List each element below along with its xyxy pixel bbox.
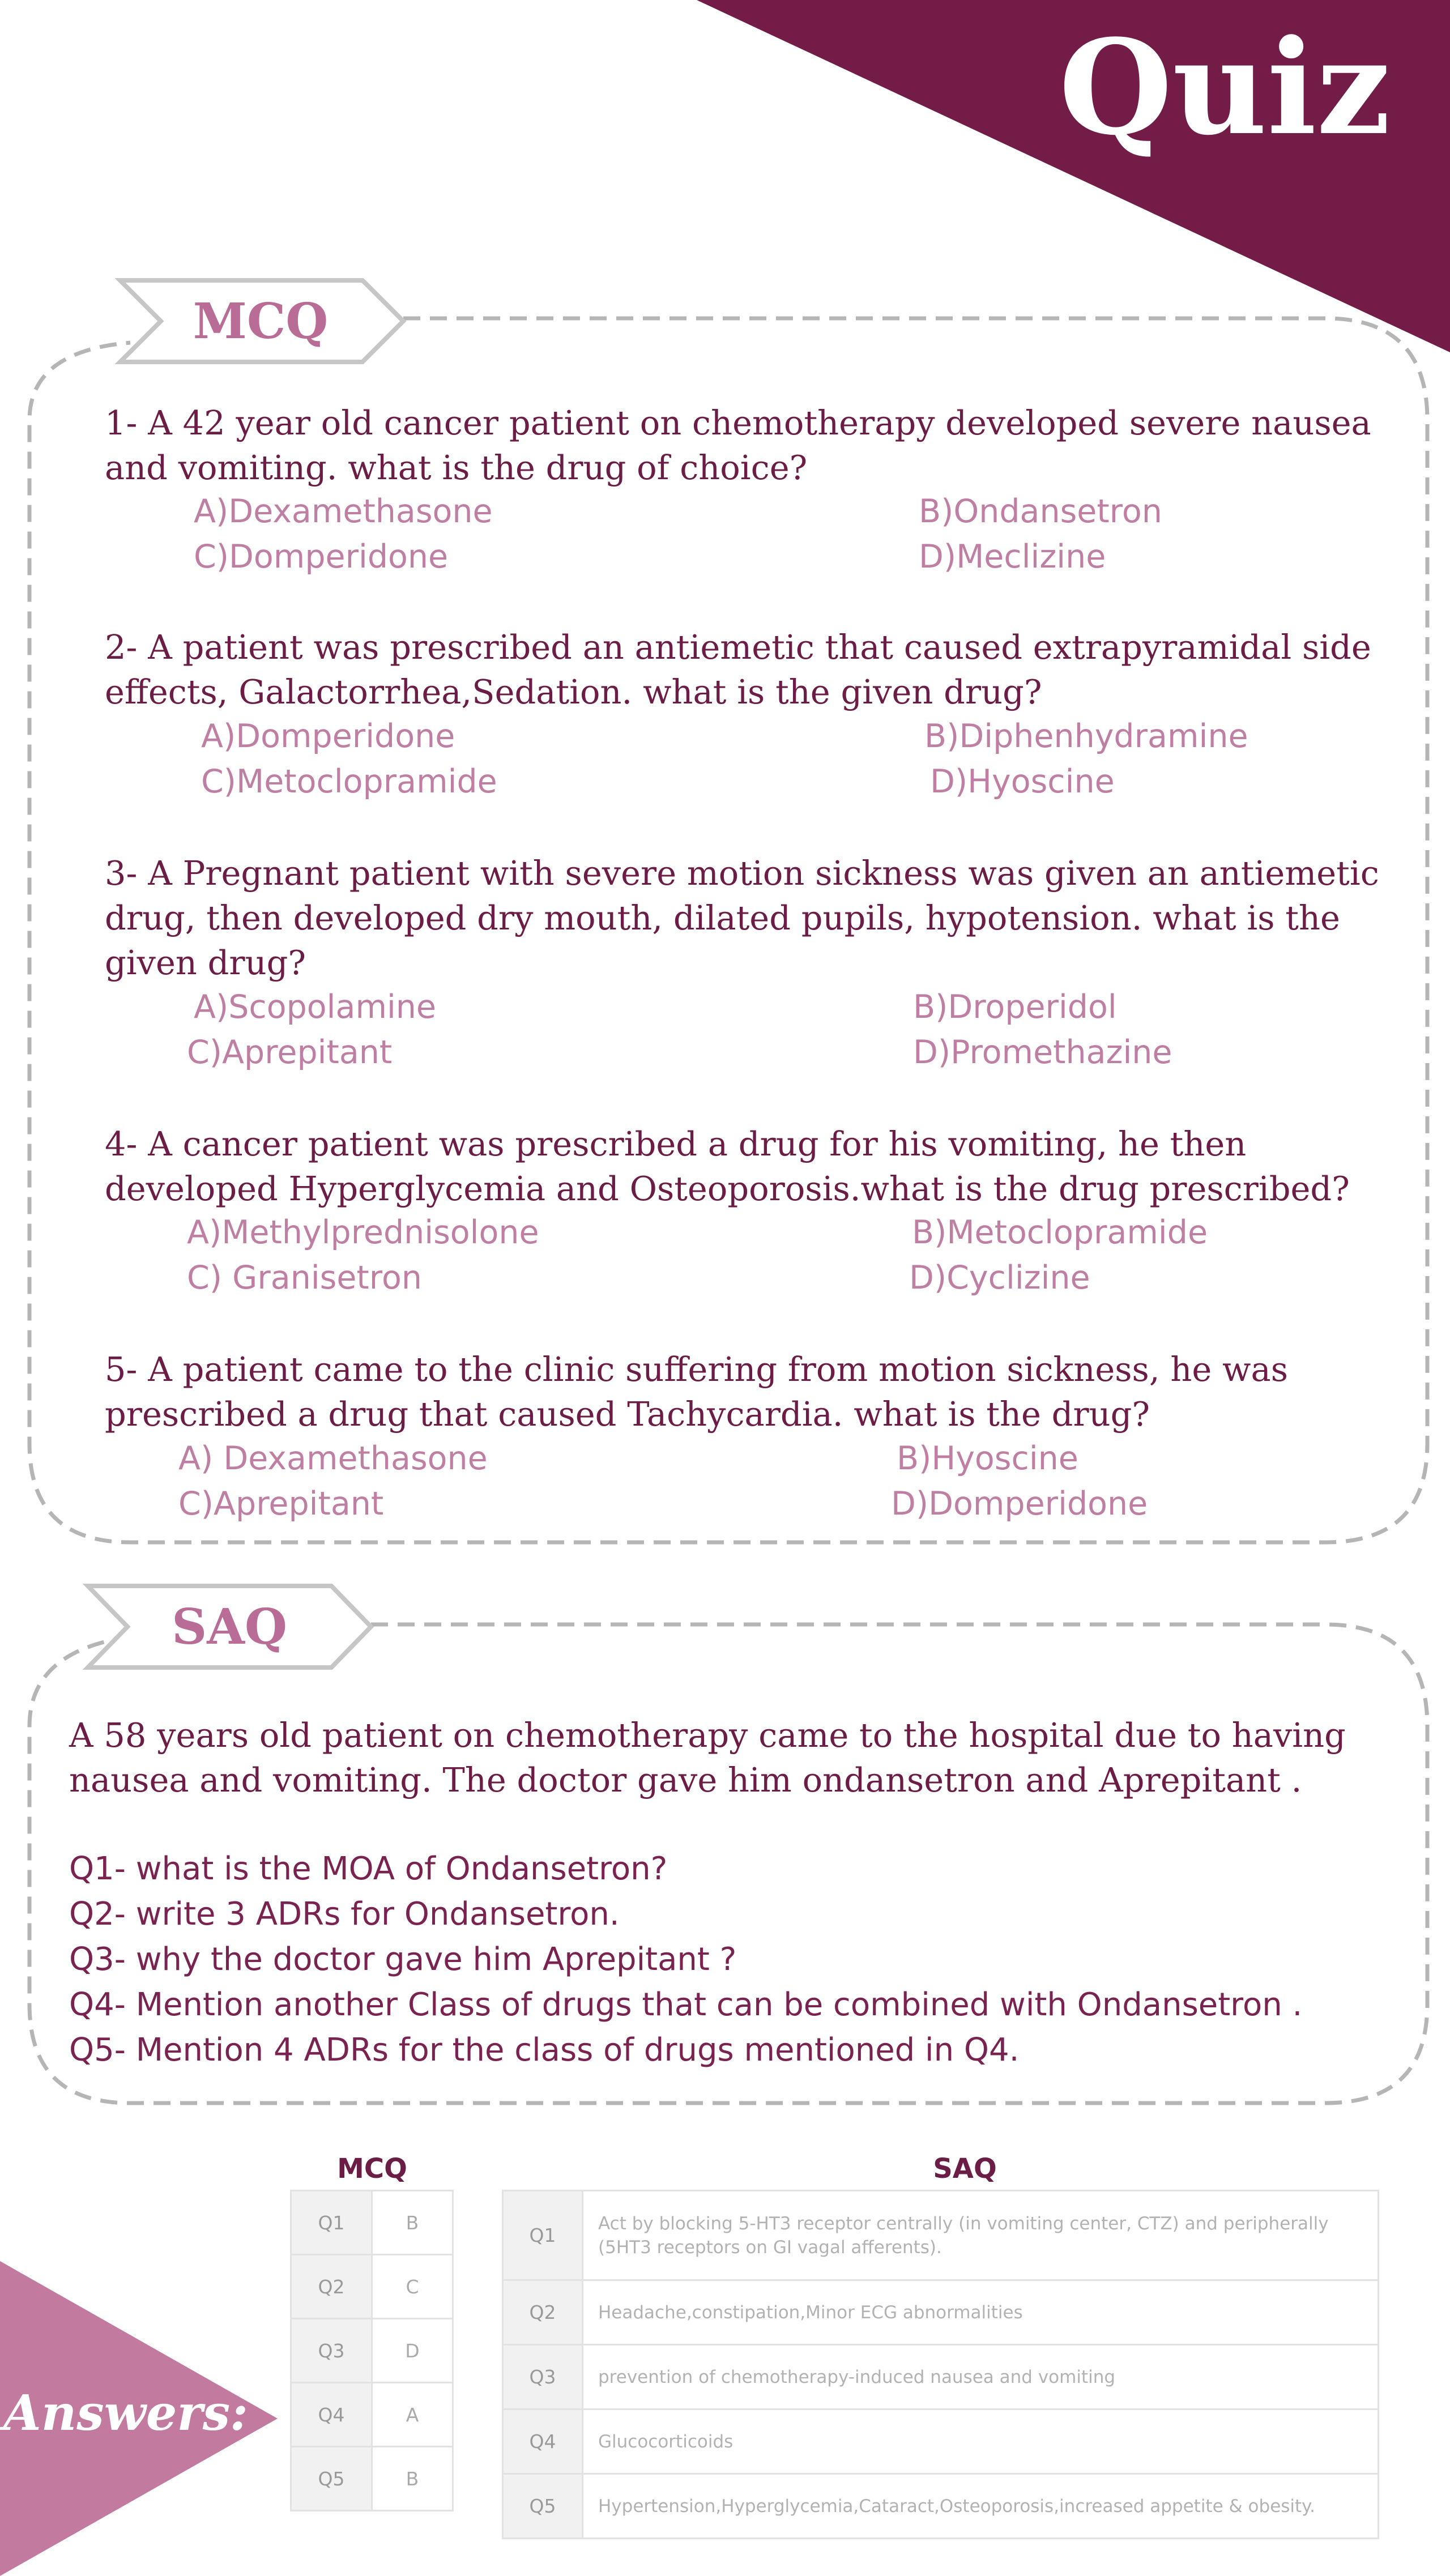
answer-question-number: Q2 <box>503 2280 583 2345</box>
mcq-q4-option-d[interactable]: D)Cyclizine <box>909 1259 1090 1296</box>
mcq-q4-option-a[interactable]: A)Methylprednisolone <box>187 1214 539 1251</box>
answer-question-number: Q2 <box>291 2255 372 2319</box>
mcq-q3-option-d[interactable]: D)Promethazine <box>913 1034 1172 1071</box>
answers-label: Answers: <box>3 2385 248 2442</box>
mcq-q4-option-b[interactable]: B)Metoclopramide <box>912 1214 1208 1251</box>
page-title: Quiz <box>1059 11 1391 164</box>
table-row <box>503 2474 1379 2539</box>
saq-question-2: Q2- write 3 ADRs for Ondansetron. <box>69 1896 620 1933</box>
answer-question-number: Q1 <box>291 2191 372 2255</box>
saq-tag: SAQ <box>172 1598 287 1656</box>
answer-letter: B <box>372 2447 453 2511</box>
answer-text: Glucocorticoids <box>583 2409 1379 2474</box>
mcq-q5-option-c[interactable]: C)Aprepitant <box>178 1485 384 1522</box>
mcq-q5-option-d[interactable]: D)Domperidone <box>891 1485 1148 1522</box>
answer-text: Hypertension,Hyperglycemia,Cataract,Osteoporosis,increased appetite & obesity. <box>583 2474 1379 2539</box>
mcq-q2-option-a[interactable]: A)Domperidone <box>201 718 455 755</box>
answer-letter: A <box>372 2383 453 2447</box>
answer-question-number: Q5 <box>291 2447 372 2511</box>
answer-question-number: Q3 <box>503 2345 583 2409</box>
mcq-q2-option-d[interactable]: D)Hyoscine <box>930 763 1115 800</box>
mcq-q1-option-b[interactable]: B)Ondansetron <box>919 493 1162 530</box>
mcq-question-5: 5- A patient came to the clinic suffering from motion sickness, he was prescribed a drug that caused Tachycardia. what is the drug? <box>105 1350 1288 1434</box>
mcq-q1-option-a[interactable]: A)Dexamethasone <box>194 493 493 530</box>
table-row <box>503 2345 1379 2409</box>
mcq-q2-option-b[interactable]: B)Diphenhydramine <box>924 718 1248 755</box>
mcq-answer-table <box>290 2190 454 2511</box>
table-row <box>291 2383 453 2447</box>
answer-question-number: Q5 <box>503 2474 583 2539</box>
mcq-question-2: 2- A patient was prescribed an antiemetic that caused extrapyramidal side effects, Galactorrhea,Sedation. what is the given drug? <box>105 628 1371 711</box>
table-row <box>503 2191 1379 2280</box>
mcq-q1-option-d[interactable]: D)Meclizine <box>919 538 1106 575</box>
saq-case: A 58 years old patient on chemotherapy came to the hospital due to having nausea and vomiting. The doctor gave him ondansetron and Aprepitant . <box>69 1716 1346 1799</box>
answer-letter: D <box>372 2319 453 2383</box>
table-row <box>291 2191 453 2255</box>
mcq-q4-option-c[interactable]: C) Granisetron <box>187 1259 422 1296</box>
answers-saq-heading: SAQ <box>933 2153 997 2185</box>
mcq-q1-option-c[interactable]: C)Domperidone <box>194 538 449 575</box>
saq-question-5: Q5- Mention 4 ADRs for the class of drugs mentioned in Q4. <box>69 2032 1020 2069</box>
mcq-q2-option-c[interactable]: C)Metoclopramide <box>201 763 497 800</box>
table-row <box>291 2319 453 2383</box>
mcq-question-4: 4- A cancer patient was prescribed a drug for his vomiting, he then developed Hyperglycemia and Osteoporosis.what is the drug prescribed? <box>105 1124 1350 1208</box>
saq-question-3: Q3- why the doctor gave him Aprepitant ? <box>69 1941 737 1978</box>
answer-text: Act by blocking 5-HT3 receptor centrally (in vomiting center, CTZ) and peripherally (5HT3 receptors on GI vagal afferents). <box>583 2191 1379 2280</box>
mcq-question-3: 3- A Pregnant patient with severe motion sickness was given an antiemetic drug, then developed dry mouth, dilated pupils, hypotension. what is the given drug? <box>105 854 1379 982</box>
answer-letter: C <box>372 2255 453 2319</box>
mcq-q3-option-c[interactable]: C)Aprepitant <box>187 1034 393 1071</box>
answer-question-number: Q1 <box>503 2191 583 2280</box>
answer-question-number: Q4 <box>291 2383 372 2447</box>
mcq-q5-option-b[interactable]: B)Hyoscine <box>897 1440 1078 1477</box>
table-row <box>291 2447 453 2511</box>
saq-question-1: Q1- what is the MOA of Ondansetron? <box>69 1850 668 1887</box>
answer-question-number: Q4 <box>503 2409 583 2474</box>
mcq-tag: MCQ <box>193 293 329 350</box>
table-row <box>503 2280 1379 2345</box>
answer-text: prevention of chemotherapy-induced nausea and vomiting <box>583 2345 1379 2409</box>
answer-text: Headache,constipation,Minor ECG abnormalities <box>583 2280 1379 2345</box>
mcq-question-1: 1- A 42 year old cancer patient on chemotherapy developed severe nausea and vomiting. what is the drug of choice? <box>105 403 1371 487</box>
mcq-q3-option-b[interactable]: B)Droperidol <box>913 988 1117 1026</box>
answer-letter: B <box>372 2191 453 2255</box>
answer-question-number: Q3 <box>291 2319 372 2383</box>
mcq-q5-option-a[interactable]: A) Dexamethasone <box>178 1440 488 1477</box>
saq-answer-table <box>502 2190 1379 2539</box>
table-row <box>291 2255 453 2319</box>
mcq-q3-option-a[interactable]: A)Scopolamine <box>194 988 437 1026</box>
answers-mcq-heading: MCQ <box>337 2153 407 2185</box>
saq-question-4: Q4- Mention another Class of drugs that can be combined with Ondansetron . <box>69 1986 1303 2023</box>
table-row <box>503 2409 1379 2474</box>
